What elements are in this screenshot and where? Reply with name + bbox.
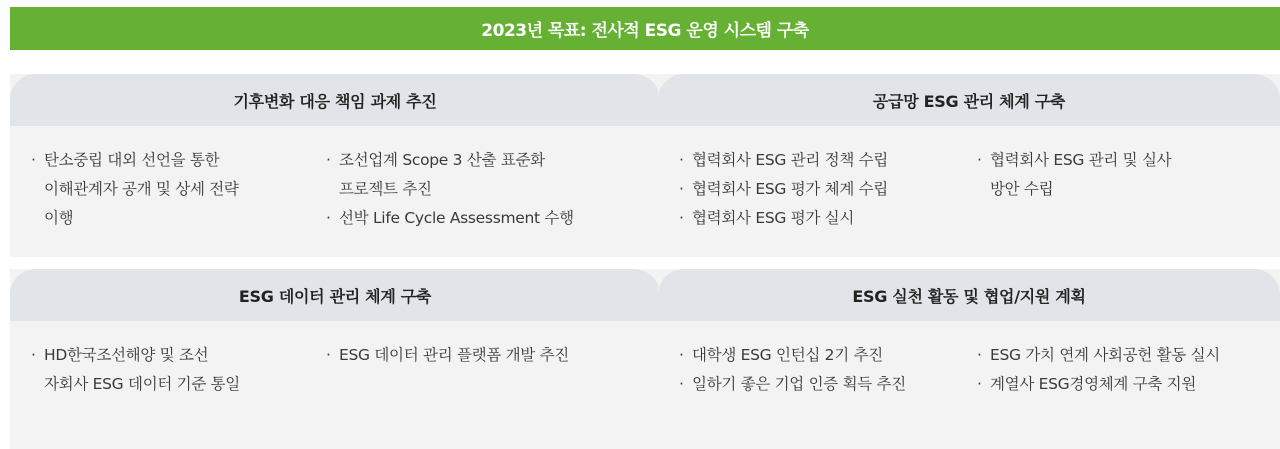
list-item-line: · ESG 가치 연계 사회공헌 활동 실시: [990, 346, 1220, 364]
panel-header: [658, 74, 1280, 126]
list-item: [325, 341, 569, 370]
panel-column: [678, 146, 888, 233]
panel-title: ESG 실천 활동 및 협업/지원 계획: [852, 286, 1086, 306]
list-item-line: · 협력회사 ESG 관리 및 실사: [990, 151, 1172, 169]
list-item-line: · 조선업계 Scope 3 산출 표준화: [339, 151, 545, 169]
panel-column: [30, 341, 240, 399]
list-item-line: · 탄소중립 대외 선언을 통한: [44, 151, 220, 169]
list-item: [976, 146, 1171, 204]
panel-column: [976, 341, 1220, 399]
panel-header: [658, 269, 1280, 321]
goal-banner: [10, 7, 1280, 50]
list-item-line: 이해관계자 공개 및 상세 전략: [44, 180, 239, 198]
panel-column: [678, 341, 906, 399]
list-item: [976, 341, 1220, 370]
panel-header: [10, 269, 660, 321]
list-item: [678, 204, 888, 233]
panel-title: ESG 데이터 관리 체계 구축: [238, 286, 432, 306]
list-item: [678, 175, 888, 204]
list-item-line: · 협력회사 ESG 평가 실시: [692, 209, 855, 227]
panel-esg-data: [10, 269, 660, 449]
list-item: [678, 146, 888, 175]
list-item-line: · 계열사 ESG경영체계 구축 지원: [990, 375, 1197, 393]
list-item: [678, 370, 906, 399]
panel-column: [30, 146, 239, 233]
panel-climate: [10, 74, 660, 257]
panel-column: [325, 146, 574, 233]
panel-header: [10, 74, 660, 126]
list-item-line: · 선박 Life Cycle Assessment 수행: [339, 209, 574, 227]
list-item-line: · 일하기 좋은 기업 인증 획득 추진: [692, 375, 906, 393]
list-item: [30, 341, 240, 399]
list-item: [678, 341, 906, 370]
panel-title: 공급망 ESG 관리 체계 구축: [872, 91, 1066, 111]
goal-title: 2023년 목표: 전사적 ESG 운영 시스템 구축: [481, 21, 809, 41]
list-item-line: 프로젝트 추진: [339, 180, 432, 198]
panel-column: [976, 146, 1171, 204]
list-item-line: · 협력회사 ESG 평가 체계 수립: [692, 180, 888, 198]
list-item-line: 이행: [44, 209, 74, 227]
panel-title: 기후변화 대응 책임 과제 추진: [233, 91, 437, 111]
list-item-line: · HD한국조선해양 및 조선: [44, 346, 209, 364]
panel-column: [325, 341, 569, 370]
list-item: [976, 370, 1220, 399]
panel-supply-chain: [658, 74, 1280, 257]
list-item: [325, 204, 574, 233]
list-item-line: · 대학생 ESG 인턴십 2기 추진: [692, 346, 883, 364]
list-item-line: 방안 수립: [990, 180, 1054, 198]
list-item: [325, 146, 574, 204]
list-item-line: 자회사 ESG 데이터 기준 통일: [44, 375, 240, 393]
panel-esg-practice: [658, 269, 1280, 449]
list-item-line: · 협력회사 ESG 관리 정책 수립: [692, 151, 888, 169]
list-item-line: · ESG 데이터 관리 플랫폼 개발 추진: [339, 346, 569, 364]
list-item: [30, 146, 239, 233]
